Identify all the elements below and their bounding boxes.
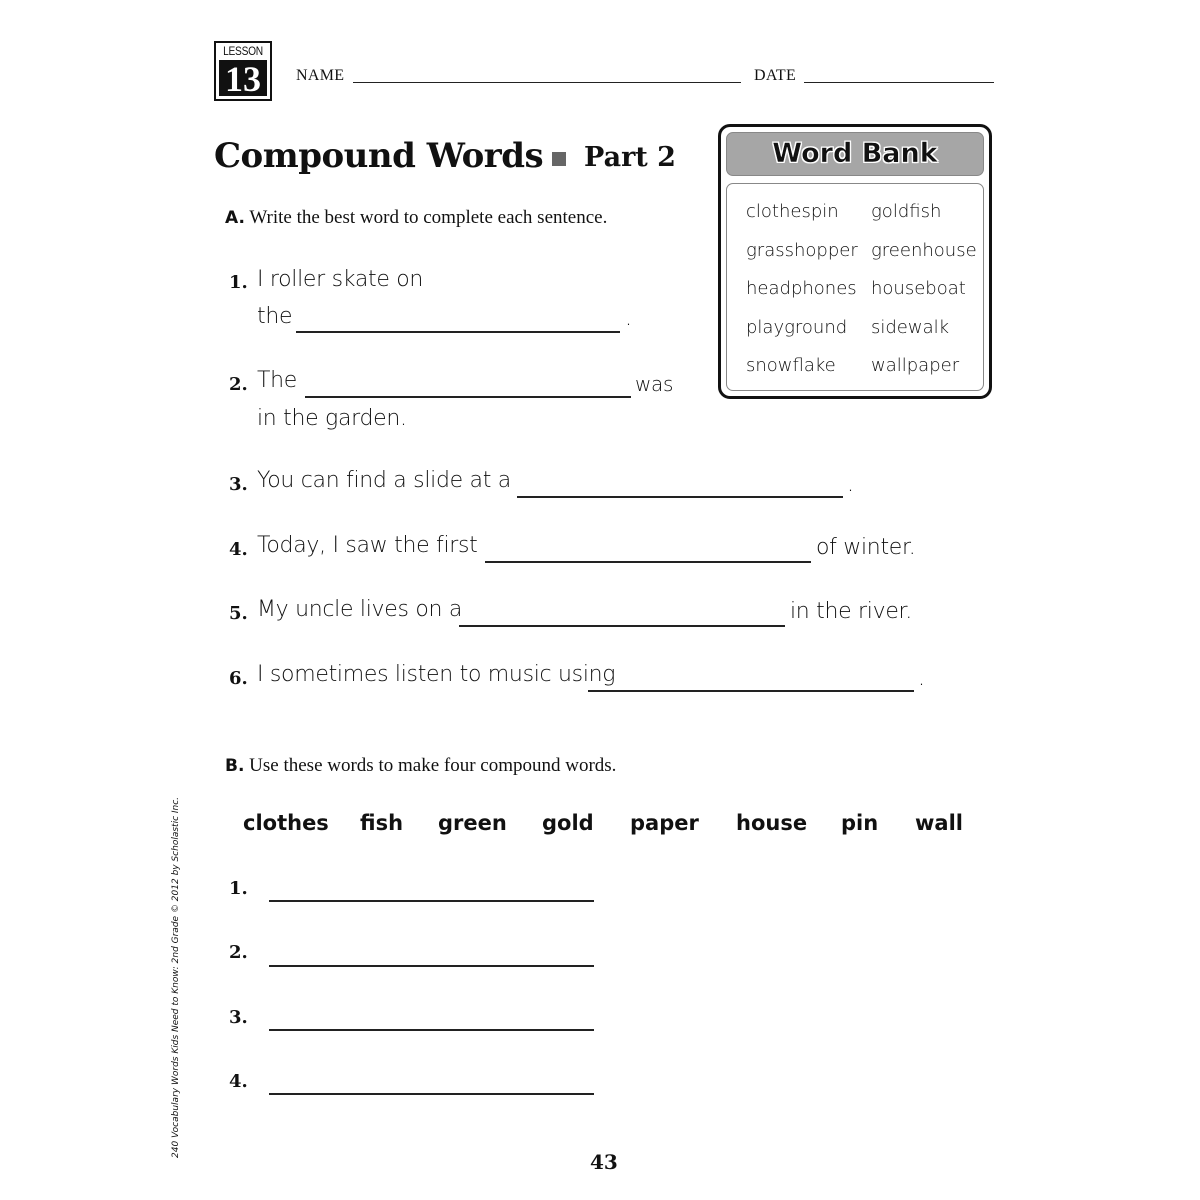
- copyright-text: 240 Vocabulary Words Kids Need to Know: 2nd Grade © 2012 by Scholastic Inc.: [171, 796, 181, 1158]
- answer-blank-4[interactable]: [485, 561, 811, 563]
- word-part: house: [736, 811, 808, 835]
- question-number: 6.: [229, 668, 248, 689]
- answer-number: 3.: [229, 1007, 248, 1028]
- word-part: wall: [915, 811, 963, 835]
- word-bank-list: [726, 183, 984, 391]
- section-a-instruction: [225, 207, 607, 229]
- answer-number: 1.: [229, 878, 248, 899]
- question-number: 1.: [229, 272, 248, 293]
- question-text: The: [257, 368, 298, 393]
- word-bank-item: headphones: [746, 278, 857, 299]
- date-label: DATE: [754, 67, 797, 84]
- question-text: .: [918, 666, 925, 691]
- question-text: in the river.: [790, 599, 912, 624]
- name-field[interactable]: [353, 82, 741, 83]
- question-text: .: [847, 472, 854, 497]
- question-text: I sometimes listen to music using: [257, 662, 616, 687]
- title-separator-square: [552, 152, 566, 166]
- question-text: Today, I saw the first: [257, 533, 478, 558]
- compound-answer-blank-1[interactable]: [269, 900, 594, 902]
- compound-answer-blank-2[interactable]: [269, 965, 594, 967]
- word-bank-item: sidewalk: [871, 317, 950, 338]
- page-title: Compound Words: [214, 136, 544, 176]
- word-part: clothes: [243, 811, 329, 835]
- question-text: .: [625, 306, 632, 331]
- question-text: the: [257, 304, 293, 329]
- word-bank-item: goldfish: [871, 201, 942, 222]
- section-b-instruction: [225, 755, 616, 777]
- word-bank-title: Word Bank: [772, 138, 938, 169]
- name-label: NAME: [296, 67, 345, 84]
- word-bank-item: grasshopper: [746, 240, 858, 261]
- word-bank-item: playground: [746, 317, 848, 338]
- question-text: in the garden.: [257, 406, 407, 431]
- page-number: 43: [590, 1150, 618, 1174]
- answer-number: 2.: [229, 942, 248, 963]
- question-text: of winter.: [816, 535, 916, 560]
- word-bank-item: greenhouse: [871, 240, 977, 261]
- word-part: pin: [841, 811, 879, 835]
- answer-blank-2[interactable]: [305, 396, 631, 398]
- question-number: 4.: [229, 539, 248, 560]
- word-part: green: [438, 811, 507, 835]
- section-b-letter: B.: [225, 756, 245, 776]
- section-a-letter: A.: [225, 208, 245, 228]
- word-bank: [718, 124, 992, 399]
- date-field[interactable]: [804, 82, 994, 83]
- compound-answer-blank-4[interactable]: [269, 1093, 594, 1095]
- question-text: I roller skate on: [257, 267, 424, 292]
- question-number: 5.: [229, 603, 248, 624]
- answer-blank-5[interactable]: [459, 625, 785, 627]
- lesson-label: LESSON: [223, 44, 263, 58]
- question-text: You can find a slide at a: [257, 468, 511, 493]
- word-part: gold: [542, 811, 594, 835]
- answer-blank-6[interactable]: [588, 690, 914, 692]
- question-text: was: [635, 372, 674, 396]
- lesson-badge: [214, 41, 272, 101]
- word-part: fish: [360, 811, 404, 835]
- question-number: 2.: [229, 374, 248, 395]
- compound-answer-blank-3[interactable]: [269, 1029, 594, 1031]
- answer-blank-1[interactable]: [296, 331, 620, 333]
- word-bank-item: wallpaper: [871, 355, 960, 376]
- word-bank-item: clothespin: [746, 201, 839, 222]
- answer-blank-3[interactable]: [517, 496, 843, 498]
- page-subtitle: Part 2: [584, 142, 676, 173]
- section-a-text: Write the best word to complete each sentence.: [249, 207, 608, 228]
- lesson-number: 13: [219, 60, 267, 96]
- section-b-text: Use these words to make four compound words.: [249, 755, 617, 776]
- question-number: 3.: [229, 474, 248, 495]
- word-part: paper: [630, 811, 699, 835]
- answer-number: 4.: [229, 1071, 248, 1092]
- question-text: My uncle lives on a: [257, 597, 463, 622]
- word-bank-item: snowflake: [746, 355, 836, 376]
- word-bank-header: [726, 132, 984, 176]
- word-bank-item: houseboat: [871, 278, 966, 299]
